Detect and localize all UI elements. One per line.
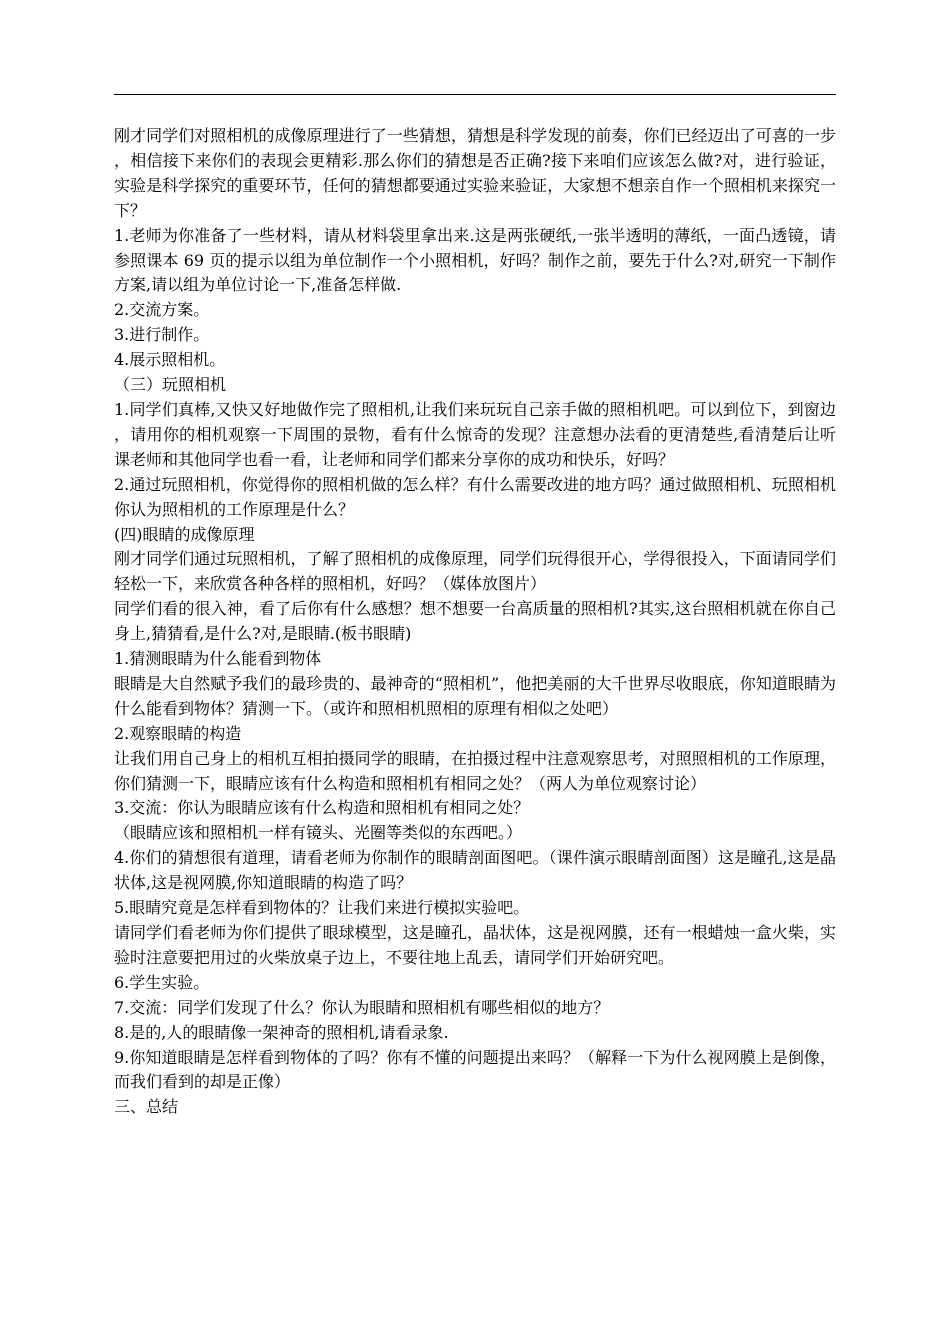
paragraph-intro: 刚才同学们对照相机的成像原理进行了一些猜想，猜想是科学发现的前奏，你们已经迈出了可喜的一步，相信接下来你们的表现会更精彩.那么你们的猜想是否正确?接下来咱们应该怎么做?对，进行验证，实验是科学探究的重要环节，任何的猜想都要通过实验来验证，大家想不想亲自作一个照相机来探究一下？ [114, 126, 836, 220]
paragraph-eye-intro: 刚才同学们通过玩照相机，了解了照相机的成像原理，同学们玩得很开心，学得很投入，下面请同学们轻松一下，来欣赏各种各样的照相机，好吗？（媒体放图片） [114, 549, 836, 594]
paragraph-eye-answer: （眼睛应该和照相机一样有镜头、光圈等类似的东西吧。） [114, 823, 523, 843]
section-heading-eye-imaging: (四)眼睛的成像原理 [114, 524, 255, 544]
paragraph-eye-question: 同学们看的很入神，看了后你有什么感想？想不想要一台高质量的照相机?其实,这台照相机就在你自己身上,猜猜看,是什么?对,是眼睛.(板书眼睛) [114, 599, 836, 644]
paragraph-step-2-discuss: 2.交流方案。 [114, 300, 210, 320]
paragraph-eye-step-7: 7.交流：同学们发现了什么？你认为眼睛和照相机有哪些相似的地方？ [114, 997, 610, 1017]
paragraph-eye-observe: 让我们用自己身上的相机互相拍摄同学的眼睛，在拍摄过程中注意观察思考，对照照相机的工作原理，你们猜测一下，眼睛应该有什么构造和照相机有相同之处？（两人为单位观察讨论） [114, 748, 836, 793]
paragraph-play-2: 2.通过玩照相机，你觉得你的照相机做的怎么样？有什么需要改进的地方吗？通过做照相机、玩照相机你认为照相机的工作原理是什么？ [114, 474, 836, 519]
paragraph-eye-experiment: 请同学们看老师为你们提供了眼球模型，这是瞳孔，晶状体，这是视网膜，还有一根蜡烛一盒火柴，实验时注意要把用过的火柴放桌子边上，不要往地上乱丢，请同学们开始研究吧。 [114, 923, 836, 967]
paragraph-step-3-make: 3.进行制作。 [114, 325, 210, 345]
paragraph-eye-step-9: 9.你知道眼睛是怎样看到物体的了吗？你有不懂的问题提出来吗？（解释一下为什么视网膜上是倒像，而我们看到的却是正像） [114, 1047, 836, 1092]
paragraph-eye-step-2: 2.观察眼睛的构造 [114, 723, 242, 743]
paragraph-eye-step-5: 5.眼睛究竟是怎样看到物体的？让我们来进行模拟实验吧。 [114, 898, 530, 918]
paragraph-step-4-show: 4.展示照相机。 [114, 350, 226, 370]
paragraph-eye-step-1: 1.猜测眼睛为什么能看到物体 [114, 649, 322, 669]
paragraph-eye-step-6: 6.学生实验。 [114, 972, 210, 992]
header-rule [114, 94, 836, 95]
document-body [114, 124, 836, 1120]
section-heading-summary: 三、总结 [114, 1097, 179, 1117]
paragraph-play-1: 1.同学们真棒,又快又好地做作完了照相机,让我们来玩玩自己亲手做的照相机吧。可以到位下，到窗边，请用你的相机观察一下周围的景物，看有什么惊奇的发现？注意想办法看的更清楚些,看清楚后让听课老师和其他同学也看一看，让老师和同学们都来分享你的成功和快乐，好吗？ [114, 399, 836, 469]
paragraph-eye-step-3: 3.交流：你认为眼睛应该有什么构造和照相机有相同之处？ [114, 798, 530, 818]
paragraph-eye-step-4: 4.你们的猜想很有道理，请看老师为你制作的眼睛剖面图吧。（课件演示眼睛剖面图）这是瞳孔,这是晶状体,这是视网膜,你知道眼睛的构造了吗？ [114, 848, 836, 893]
paragraph-eye-step-8: 8.是的,人的眼睛像一架神奇的照相机,请看录象. [114, 1022, 449, 1042]
section-heading-play-camera: （三）玩照相机 [114, 375, 227, 395]
paragraph-step-1-materials: 1.老师为你准备了一些材料，请从材料袋里拿出来.这是两张硬纸,一张半透明的薄纸，一面凸透镜，请参照课本 69 页的提示以组为单位制作一个小照相机，好吗？制作之前，要先于什么?对,研究一下制作方案,请以组为单位讨论一下,准备怎样做. [114, 225, 836, 295]
paragraph-eye-guess: 眼睛是大自然赋予我们的最珍贵的、最神奇的“照相机”，他把美丽的大千世界尽收眼底，你知道眼睛为什么能看到物体？猜测一下。（或许和照相机照相的原理有相似之处吧） [114, 673, 836, 718]
